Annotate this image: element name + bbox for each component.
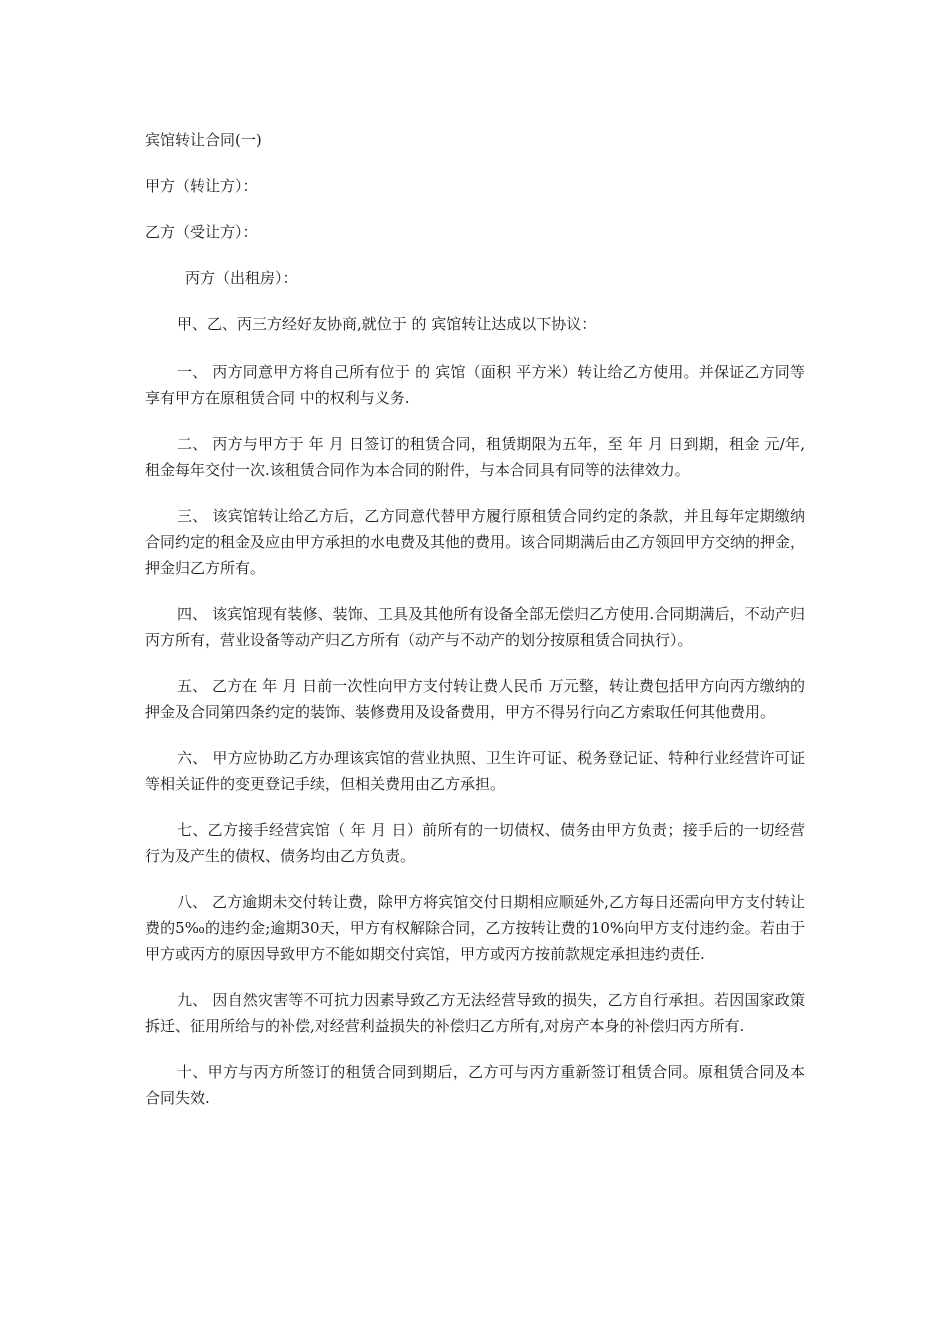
clause-5: 五、 乙方在 年 月 日前一次性向甲方支付转让费人民币 万元整，转让费包括甲方向丙方缴纳的押金及合同第四条约定的装饰、装修费用及设备费用，甲方不得另行向乙方索取任何其他费用。 (145, 677, 805, 721)
clause-3: 三、 该宾馆转让给乙方后，乙方同意代替甲方履行原租赁合同约定的条款，并且每年定期缴纳合同约定的租金及应由甲方承担的水电费及其他的费用。该合同期满后由乙方领回甲方交纳的押金，押金归乙方所有。 (145, 507, 806, 577)
party-a-label: 甲方（转让方）： (145, 177, 258, 195)
clause-10: 十、甲方与丙方所签订的租赁合同到期后，乙方可与丙方重新签订租赁合同。原租赁合同及本合同失效. (145, 1063, 805, 1107)
document-body (145, 127, 805, 1131)
party-b-label: 乙方（受让方）： (145, 223, 258, 241)
clause-6: 六、 甲方应协助乙方办理该宾馆的营业执照、卫生许可证、税务登记证、特种行业经营许可证等相关证件的变更登记手续，但相关费用由乙方承担。 (145, 749, 805, 793)
clause-9: 九、 因自然灾害等不可抗力因素导致乙方无法经营导致的损失，乙方自行承担。若因国家政策拆迁、征用所给与的补偿,对经营利益损失的补偿归乙方所有,对房产本身的补偿归丙方所有. (145, 991, 805, 1035)
party-c-label: 丙方（出租房）： (185, 269, 298, 287)
clause-8: 八、 乙方逾期未交付转让费，除甲方将宾馆交付日期相应顺延外,乙方每日还需向甲方支付转让费的5‰的违约金;逾期30天，甲方有权解除合同，乙方按转让费的10%向甲方支付违约金。若由于甲方或丙方的原因导致甲方不能如期交付宾馆，甲方或丙方按前款规定承担违约责任. (145, 893, 805, 963)
document-title: 宾馆转让合同(一) (145, 131, 262, 149)
clause-4: 四、 该宾馆现有装修、装饰、工具及其他所有设备全部无偿归乙方使用.合同期满后，不动产归丙方所有，营业设备等动产归乙方所有（动产与不动产的划分按原租赁合同执行）。 (145, 605, 805, 649)
clause-1: 一、 丙方同意甲方将自己所有位于 的 宾馆（面积 平方米）转让给乙方使用。并保证乙方同等享有甲方在原租赁合同 中的权利与义务. (145, 363, 805, 407)
agreement-intro: 甲、乙、丙三方经好友协商,就位于 的 宾馆转让达成以下协议： (177, 315, 597, 333)
clause-7: 七、乙方接手经营宾馆（ 年 月 日）前所有的一切债权、债务由甲方负责；接手后的一切经营行为及产生的债权、债务均由乙方负责。 (145, 821, 805, 865)
clause-2: 二、 丙方与甲方于 年 月 日签订的租赁合同，租赁期限为五年，至 年 月 日到期，租金 元/年,租金每年交付一次.该租赁合同作为本合同的附件，与本合同具有同等的法律效力。 (145, 435, 805, 479)
